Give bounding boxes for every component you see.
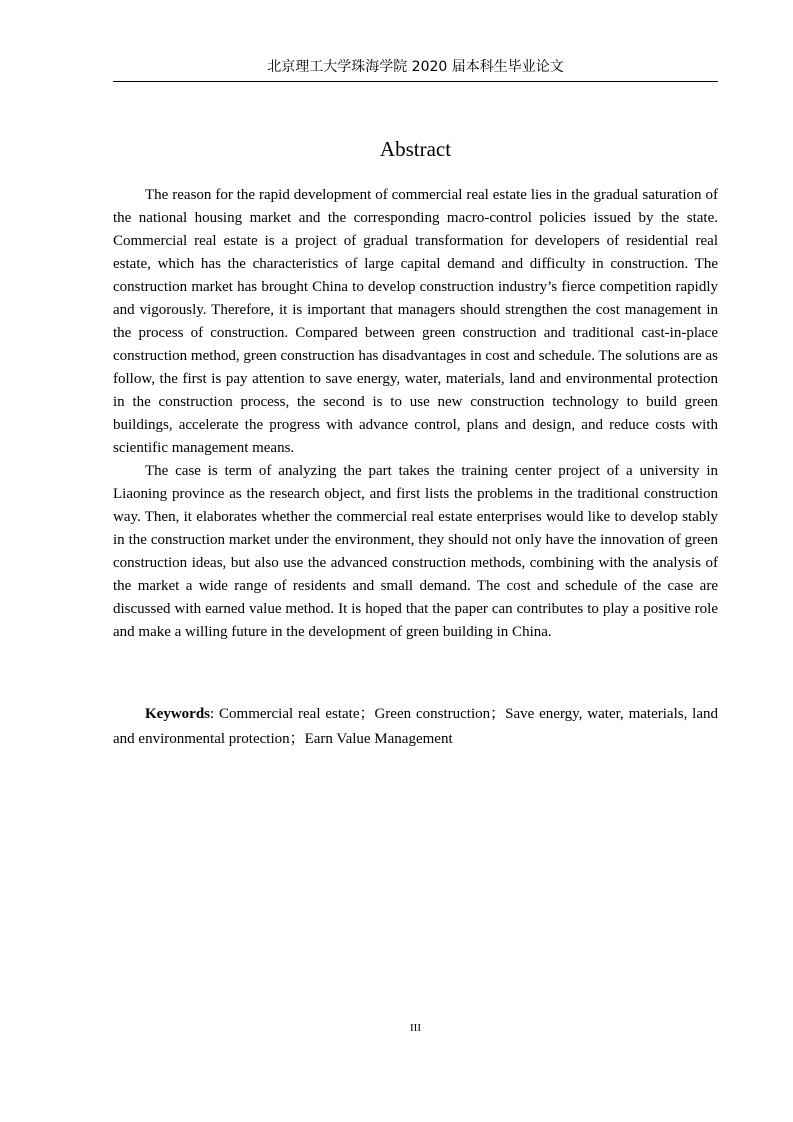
abstract-paragraph-1: The reason for the rapid development of commercial real estate lies in the gradual saturation of the national housing market and the corresponding macro-control policies issued by the state. Commercial real estate is a project of gradual transformation for developers of residential real estate, which has the characteristics of large capital demand and difficulty in construction. The construction market has brought China to develop construction industry’s fierce competition rapidly and vigorously. Therefore, it is important that managers should strengthen the cost management in the process of construction. Compared between green construction and traditional cast-in-place construction method, green construction has disadvantages in cost and schedule. The solutions are as follow, the first is pay attention to save energy, water, materials, land and environmental protection in the construction process, the second is to use new construction technology to build green buildings, accelerate the progress with advance control, plans and design, and reduce costs with scientific management means.: [113, 187, 718, 456]
keywords-label: Keywords: [145, 706, 210, 722]
keywords-line: [113, 702, 718, 752]
keywords-separator: :: [210, 706, 220, 722]
page-number: III: [410, 1022, 421, 1034]
running-header: 北京理工大学珠海学院 2020 届本科生毕业论文: [267, 59, 564, 75]
abstract-paragraph-2: The case is term of analyzing the part takes the training center project of a university in Liaoning province as the research object, and first lists the problems in the traditional construction way. Then, it elaborates whether the commercial real estate enterprises would like to develop stably in the construction market under the environment, they should not only have the innovation of green construction ideas, but also use the advanced construction methods, combining with the analysis of the market a wide range of residents and small demand. The cost and schedule of the case are discussed with earned value method. It is hoped that the paper can contributes to play a positive role and make a willing future in the development of green building in China.: [113, 463, 718, 640]
header-rule: [113, 81, 718, 82]
page-title: Abstract: [379, 137, 452, 161]
keywords-text: Commercial real estate；Green construction；Save energy, water, materials, land and environmental protection；Earn Value Management: [113, 706, 718, 747]
abstract-body: [113, 184, 718, 644]
